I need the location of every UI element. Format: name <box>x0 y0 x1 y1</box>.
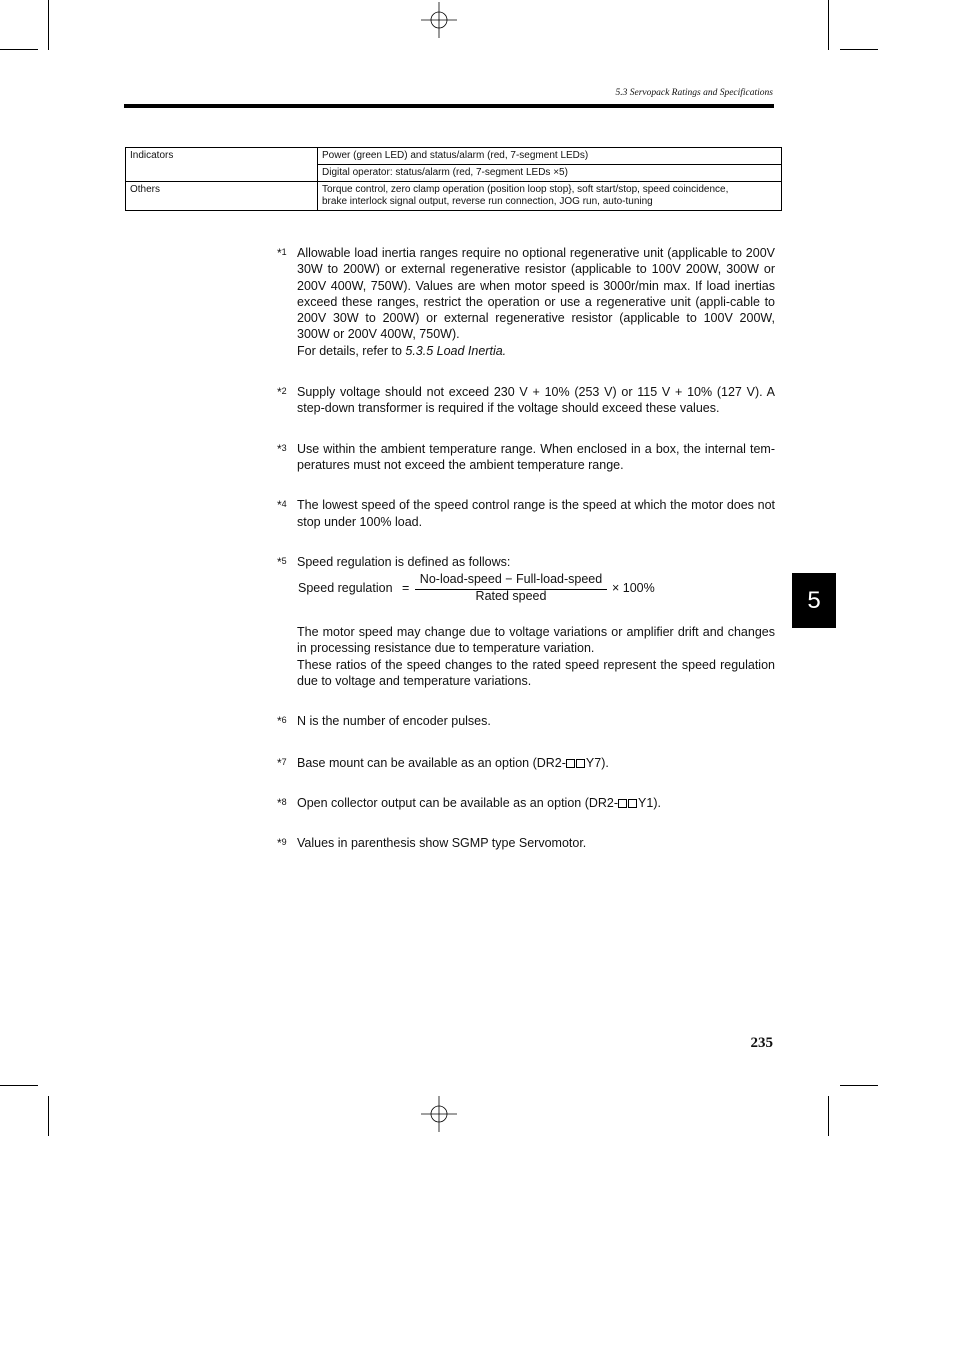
footnote-2 <box>275 384 775 417</box>
row-label-others: Others <box>126 182 318 211</box>
footnote-text: Open collector output can be available as an option (DR2- Y1). <box>297 795 661 810</box>
registration-mark-bottom <box>418 1096 460 1132</box>
footnote-1 <box>275 245 775 359</box>
placeholder-box-icon <box>618 799 627 808</box>
page-number: 235 <box>750 1035 773 1051</box>
footnote-text: Use within the ambient temperature range. When enclosed in a box, the internal tem-peratures must not exceed the ambient temperature range. <box>297 441 775 472</box>
footnote-paragraph: The motor speed may change due to voltage variations or amplifier drift and changes in processing resistance due to temperature variation. <box>297 625 775 656</box>
footnote-text: Base mount can be available as an option (DR2- Y7). <box>297 755 609 770</box>
formula-equals: = <box>402 581 410 596</box>
running-header: 5.3 Servopack Ratings and Specifications <box>615 88 773 98</box>
footnote-marker: *$^3$ <box>277 441 287 456</box>
formula-multiplier: × 100% <box>612 581 655 596</box>
table-row <box>126 148 782 165</box>
footnote-text: The lowest speed of the speed control range is the speed at which the motor does not stop under 100% load. <box>297 498 775 529</box>
spec-table <box>125 147 782 211</box>
placeholder-box-icon <box>628 799 637 808</box>
row-value: Digital operator: status/alarm (red, 7-segment LEDs ×5) <box>318 165 782 182</box>
placeholder-box-icon <box>576 759 585 768</box>
footnote-marker: *$^7$ <box>277 755 287 770</box>
formula-lhs: Speed regulation <box>298 581 393 596</box>
footnote-6 <box>275 713 775 729</box>
footnote-reference: For details, refer to 5.3.5 Load Inertia. <box>297 343 507 358</box>
footnote-7 <box>275 755 775 771</box>
header-rule <box>124 104 774 108</box>
footnote-marker: *$^4$ <box>277 498 287 513</box>
footnote-marker: *$^8$ <box>277 795 287 810</box>
table-row <box>126 182 782 211</box>
row-value-line: Torque control, zero clamp operation (position loop stop}, soft start/stop, speed coincidence, <box>322 184 729 195</box>
speed-regulation-formula <box>297 571 775 611</box>
footnote-text: Values in parenthesis show SGMP type Servomotor. <box>297 836 587 851</box>
footnote-paragraph: These ratios of the speed changes to the rated speed represent the speed regulation due to voltage and temperature variations. <box>297 657 775 689</box>
row-value-line: brake interlock signal output, reverse run connection, JOG run, auto-tuning <box>322 196 653 207</box>
footnote-text: Allowable load inertia ranges require no optional regenerative unit (applicable to 200V 30W to 200W) or external regenerative resistor (applicable to 100V 200W, 300W or 200V 400W, 750W). Values are when motor speed is 3000r/min max. If load inertias exceed these ranges, restrict the operation or use a regenerative unit (appli-cable to 200V 30W to 200W) or external regenerative resistor (applicable to 100V 200W, 300W or 200V 400W, 750W). <box>297 246 775 342</box>
footnote-text: Speed regulation is defined as follows: <box>297 554 511 569</box>
footnotes <box>275 245 775 852</box>
footnote-3 <box>275 441 775 474</box>
footnote-text: Supply voltage should not exceed 230 V + 10% (253 V) or 115 V + 10% (127 V). A step-down transformer is required if the voltage should exceed these values. <box>297 385 775 416</box>
formula-numerator: No-load-speed − Full-load-speed <box>419 572 603 587</box>
placeholder-box-icon <box>566 759 575 768</box>
footnote-9 <box>275 835 775 851</box>
row-value: Power (green LED) and status/alarm (red, 7-segment LEDs) <box>318 148 782 165</box>
footnote-8 <box>275 795 775 811</box>
row-value <box>318 182 782 211</box>
registration-mark-top <box>418 2 460 38</box>
formula-denominator: Rated speed <box>475 589 547 604</box>
row-label-indicators: Indicators <box>126 148 318 182</box>
footnote-marker: *$^6$ <box>277 714 287 729</box>
footnote-marker: *$^2$ <box>277 385 287 400</box>
section-reference-link[interactable]: 5.3.5 Load Inertia. <box>405 343 507 358</box>
chapter-tab: 5 <box>792 573 836 628</box>
footnote-marker: *$^1$ <box>277 246 287 260</box>
footnote-marker: *$^9$ <box>277 836 287 851</box>
footnote-text: N is the number of encoder pulses. <box>297 714 491 729</box>
footnote-5 <box>275 554 775 689</box>
footnote-marker: *$^5$ <box>277 554 287 569</box>
footnote-4 <box>275 497 775 530</box>
